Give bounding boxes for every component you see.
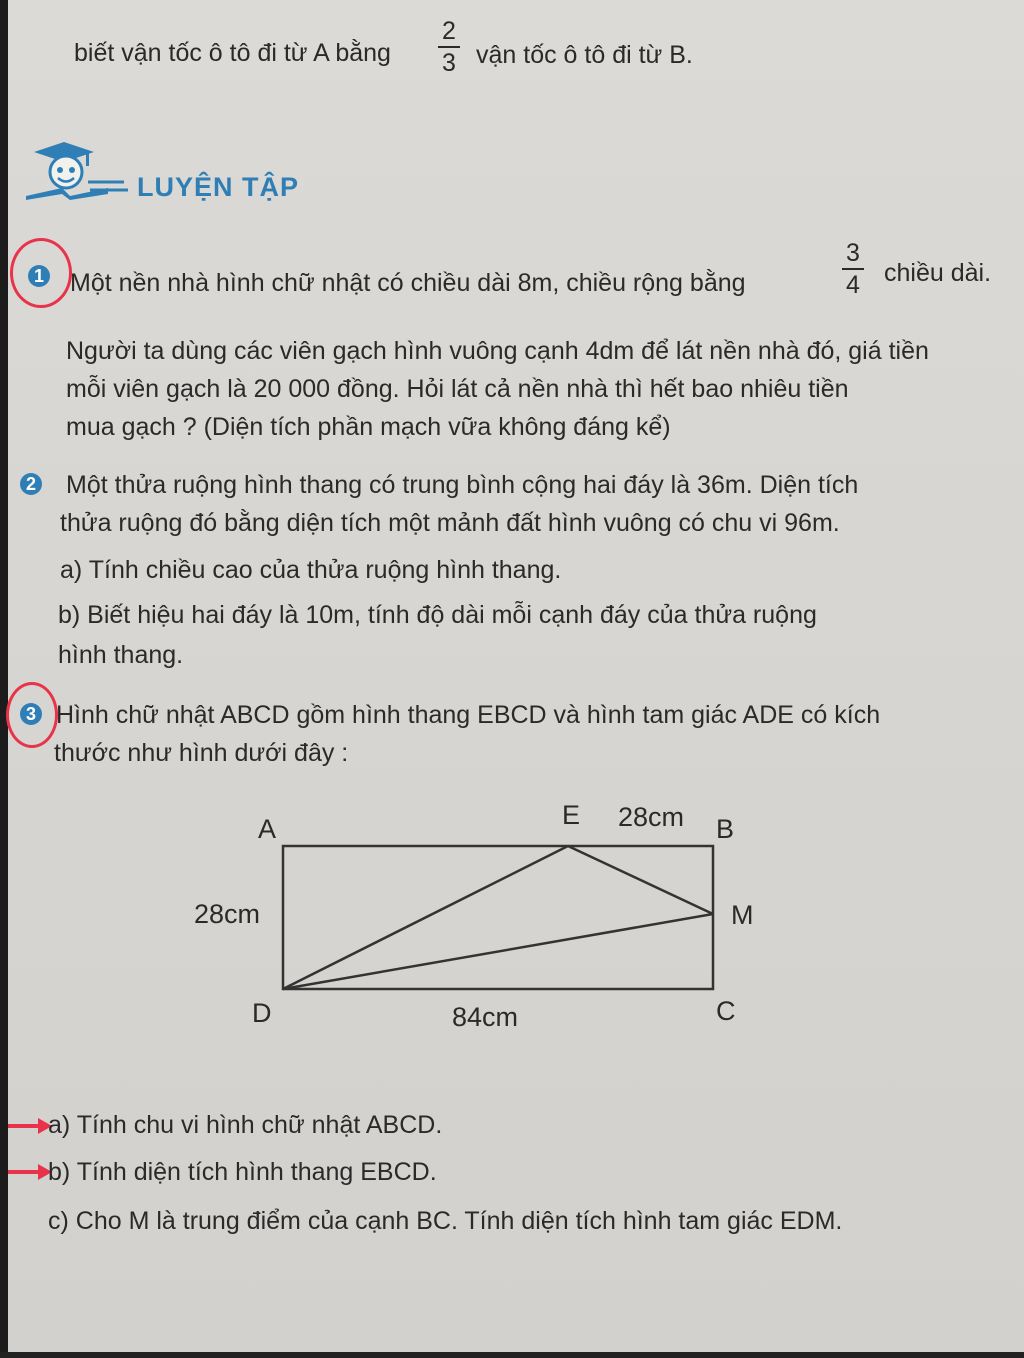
exercise-2-number-badge: 2 [20, 473, 42, 495]
length-label-EB: 28cm [618, 802, 685, 832]
ex2-part-b-line2: hình thang. [58, 641, 184, 669]
fraction-denominator: 4 [846, 271, 860, 299]
top-line-after-text: vận tốc ô tô đi từ B. [476, 41, 693, 69]
fraction-numerator: 2 [442, 17, 456, 45]
red-arrow-icon [6, 1116, 54, 1136]
vertex-label-M: M [731, 900, 754, 930]
ex1-line2: Người ta dùng các viên gạch hình vuông cạnh 4dm để lát nền nhà đó, giá tiền [66, 337, 929, 365]
exercise-3-number-badge: 3 [20, 703, 42, 725]
ex1-line1-before: Một nền nhà hình chữ nhật có chiều dài 8m, chiều rộng bằng [70, 269, 746, 297]
ex3-line1: Hình chữ nhật ABCD gồm hình thang EBCD và hình tam giác ADE có kích [56, 701, 881, 729]
segment-DE [283, 846, 568, 989]
ex2-line2: thửa ruộng đó bằng diện tích một mảnh đất hình vuông có chu vi 96m. [60, 509, 840, 537]
length-label-AD: 28cm [194, 899, 261, 929]
ex1-line3: mỗi viên gạch là 20 000 đồng. Hỏi lát cả nền nhà thì hết bao nhiêu tiền [66, 375, 849, 403]
fraction-denominator: 3 [442, 49, 456, 77]
exercise-1-number-badge: 1 [28, 265, 50, 287]
vertex-label-A: A [258, 814, 277, 844]
segment-DM [283, 914, 713, 989]
red-arrow-icon [6, 1162, 54, 1182]
vertex-label-C: C [716, 996, 736, 1026]
ex2-part-a: a) Tính chiều cao của thửa ruộng hình thang. [60, 556, 562, 584]
ex2-part-b-line1: b) Biết hiệu hai đáy là 10m, tính độ dài mỗi cạnh đáy của thửa ruộng [58, 601, 817, 629]
ex3-line2: thước như hình dưới đây : [54, 739, 349, 767]
ex3-part-a: a) Tính chu vi hình chữ nhật ABCD. [48, 1111, 443, 1139]
section-heading: LUYỆN TẬP [137, 172, 300, 202]
ex3-part-b: b) Tính diện tích hình thang EBCD. [48, 1158, 437, 1186]
fraction-numerator: 3 [846, 239, 860, 267]
top-line-before: biết vận tốc ô tô đi từ A bằng [74, 39, 391, 67]
ex1-line1-after: chiều dài. [884, 259, 992, 287]
ex2-line1: Một thửa ruộng hình thang có trung bình cộng hai đáy là 36m. Diện tích [66, 471, 859, 499]
ex1-line4: mua gạch ? (Diện tích phần mạch vữa không đáng kể) [66, 413, 671, 441]
vertex-label-E: E [562, 800, 581, 830]
rectangle-ABCD [283, 846, 713, 989]
length-label-DC: 84cm [452, 1002, 519, 1032]
segment-EM [568, 846, 713, 914]
ex3-part-c: c) Cho M là trung điểm của cạnh BC. Tính diện tích hình tam giác EDM. [48, 1207, 843, 1235]
vertex-label-D: D [252, 998, 272, 1028]
vertex-label-B: B [716, 814, 735, 844]
